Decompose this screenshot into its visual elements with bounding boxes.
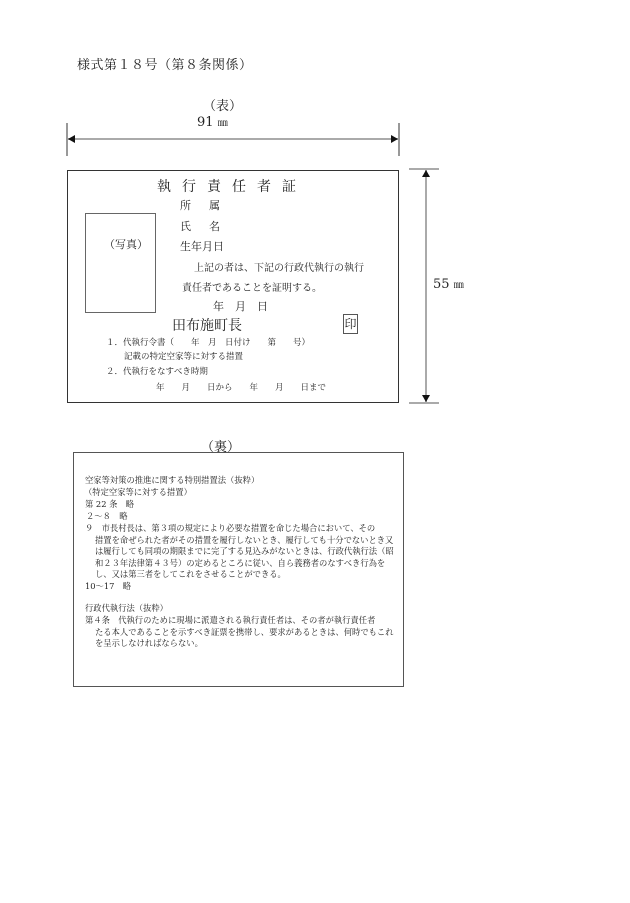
issuer-name: 田布施町長 xyxy=(172,318,242,334)
article-4-first-line: 第４条 代執行のために現場に派遣される執行責任者は、その者が執行責任者 xyxy=(85,615,376,625)
arrow-left-icon xyxy=(68,135,75,143)
affiliation-label: 所属 xyxy=(180,199,238,212)
paragraph-9 xyxy=(85,523,401,581)
width-dimension-line xyxy=(68,138,398,140)
law-title: 空家等対策の推進に関する特別措置法（抜粋） xyxy=(85,475,260,485)
front-side-label: （表） xyxy=(203,99,243,114)
back-side-label: （裏） xyxy=(201,440,241,455)
name-label: 氏名 xyxy=(180,220,238,233)
paragraph-9-continuation: 措置を命ぜられた者がその措置を履行しないとき、履行しても十分でないとき又は履行しても同項の期限までに完了する見込みがないときは、行政代執行法（昭和２３年法律第４３号）の定めるところに従い、自ら義務者のなすべき行為をし、又は第三者をしてこれをさせることができる。 xyxy=(95,534,394,580)
height-dimension-bottom-tick xyxy=(409,402,439,404)
seal-stamp-icon: 印 xyxy=(343,314,358,334)
arrow-down-icon xyxy=(422,395,430,402)
photo-box xyxy=(85,213,156,313)
omitted-2-8: ２～８ 略 xyxy=(86,511,128,521)
height-dimension-label xyxy=(433,276,464,292)
form-title: 様式第１８号（第８条関係） xyxy=(77,58,253,73)
arrow-up-icon xyxy=(422,170,430,177)
execution-order-item: １．代執行令書（ 年 月 日付け 第 号） xyxy=(106,338,311,348)
certification-text-line2: 責任者であることを証明する。 xyxy=(182,283,322,294)
birthdate-label: 生年月日 xyxy=(180,240,224,253)
width-dimension-label xyxy=(197,114,228,130)
issue-date: 年 月 日 xyxy=(213,300,268,313)
omitted-10-17: 10～17 略 xyxy=(85,581,132,591)
law2-title: 行政代執行法（抜粋） xyxy=(85,603,168,613)
execution-period-subtext: 年 月 日から 年 月 日まで xyxy=(156,383,327,393)
section-heading: （特定空家等に対する措置） xyxy=(84,487,192,497)
height-dimension-line xyxy=(425,170,427,402)
article-22: 第 22 条 略 xyxy=(85,499,135,509)
height-unit: ㎜ xyxy=(453,280,464,291)
certification-text-line1: 上記の者は、下記の行政代執行の執行 xyxy=(194,263,364,274)
height-value: 55 xyxy=(433,277,450,292)
execution-period-item: ２．代執行をなすべき時期 xyxy=(106,367,208,377)
card-title: 執行責任者証 xyxy=(157,179,307,195)
photo-label: （写真） xyxy=(104,238,148,251)
article-4 xyxy=(85,615,401,650)
arrow-right-icon xyxy=(391,135,398,143)
execution-order-subtext: 記載の特定空家等に対する措置 xyxy=(124,352,244,362)
width-value: 91 xyxy=(197,115,214,130)
width-unit: ㎜ xyxy=(217,118,228,129)
article-4-continuation: たる本人であることを示すべき証票を携帯し、要求があるときは、何時でもこれを呈示しなければならない。 xyxy=(95,626,394,649)
width-dimension-right-tick xyxy=(398,123,400,156)
paragraph-9-first-line: ９ 市長村長は、第３項の規定により必要な措置を命じた場合において、その xyxy=(85,523,376,533)
